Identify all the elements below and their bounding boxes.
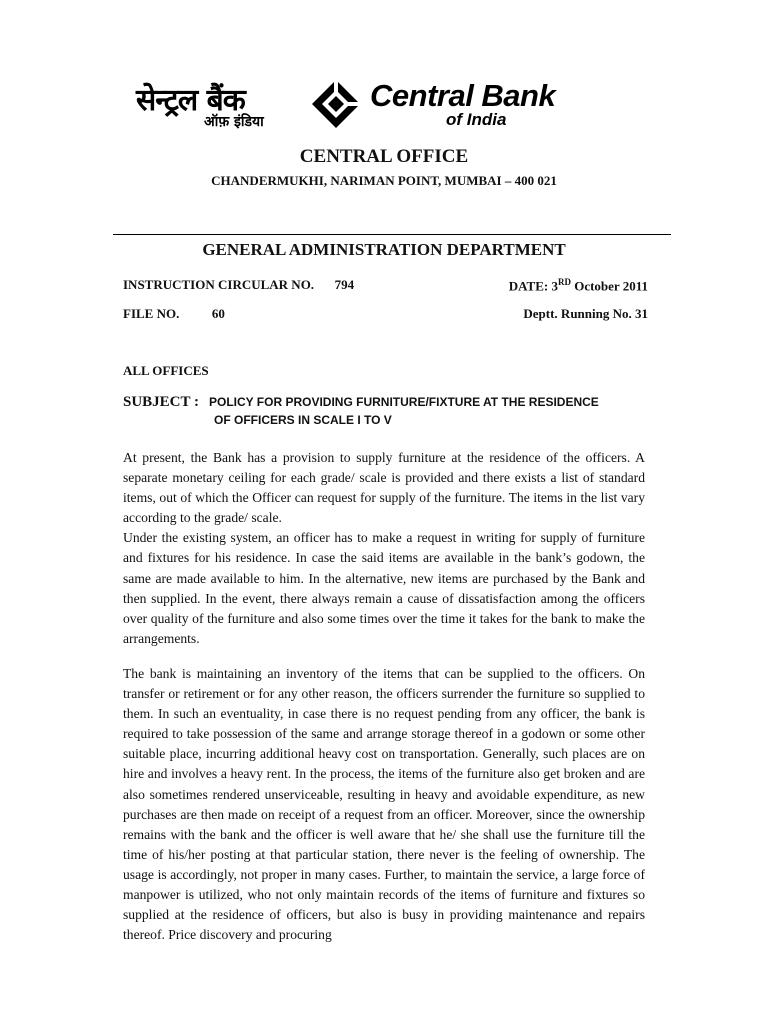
bank-emblem-icon xyxy=(310,78,362,130)
department-title: GENERAL ADMINISTRATION DEPARTMENT xyxy=(202,240,566,259)
logo-hindi-name: सेन्ट्रल बैंक xyxy=(136,83,245,118)
circular-number: 794 xyxy=(334,277,355,292)
office-title: CENTRAL OFFICE xyxy=(299,146,469,167)
circular-row xyxy=(123,277,648,293)
header-divider xyxy=(113,234,671,235)
subject-line-2: OF OFFICERS IN SCALE I TO V xyxy=(214,413,392,427)
paragraph: Under the existing system, an officer has to make a request in writing for supply of furniture and fixtures for his residence. In case the said items are available in the bank’s godown, the same are made available to him. In the alternative, new items are purchased by the Bank and then supplied. In the event, there always remain a cause of dissatisfaction among the officers over quality of the furniture and also some times over the time it takes for the bank to make the arrangements. xyxy=(123,530,645,646)
body-section-2 xyxy=(123,664,645,945)
circular-date: DATE: 3RD October 2011 xyxy=(508,277,648,294)
subject-line-1: POLICY FOR PROVIDING FURNITURE/FIXTURE AT THE RESIDENCE xyxy=(209,395,599,409)
file-number: 60 xyxy=(211,306,225,321)
running-number: Deptt. Running No. 31 xyxy=(523,306,648,321)
paragraph: At present, the Bank has a provision to supply furniture at the residence of the officers. A separate monetary ceiling for each grade/ scale is provided and there exists a list of standard items, out of which the Officer can request for supply of the furniture. The items in the list vary according to the grade/ scale. xyxy=(123,450,645,526)
file-row xyxy=(123,306,648,322)
body-section-1 xyxy=(123,448,645,649)
paragraph: The bank is maintaining an inventory of the items that can be supplied to the officers. On transfer or retirement or for any other reason, the officers surrender the furniture so supplied to them. In such an eventuality, in case there is no request pending from any officer, the bank is required to take possession of the same and arrange storage thereof in a godown or some other suitable place, incurring additional heavy cost on transportation. Generally, such places are on hire and involves a heavy rent. In the process, the items of the furniture also get broken and are also sometimes rendered unserviceable, resulting in heavy and avoidable expenditure, as new purchases are then made on receipt of a request from an officer. Moreover, since the ownership remains with the bank and the officer is well aware that he/ she shall use the furniture till the time of his/her posting at that particular station, there never is the feeling of ownership. The usage is accordingly, not proper in many cases. Further, to maintain the service, a large force of manpower is utilized, who not only maintain records of the items of furniture and fixtures so supplied at the residence of officers, but also is busy in providing maintenance and repairs thereof. Price discovery and procuring xyxy=(123,666,645,943)
circular-label: INSTRUCTION CIRCULAR NO. xyxy=(123,277,315,292)
office-address: CHANDERMUKHI, NARIMAN POINT, MUMBAI – 400 021 xyxy=(211,173,557,188)
logo-english-sub: of India xyxy=(446,110,507,129)
bank-logo xyxy=(136,78,588,134)
file-label: FILE NO. xyxy=(123,306,180,321)
subject-label: SUBJECT : xyxy=(123,394,199,410)
logo-english-name: Central Bank xyxy=(370,78,556,113)
addressee: ALL OFFICES xyxy=(123,363,209,378)
logo-hindi-sub: ऑफ़ इंडिया xyxy=(204,114,264,130)
subject-block xyxy=(123,393,683,427)
